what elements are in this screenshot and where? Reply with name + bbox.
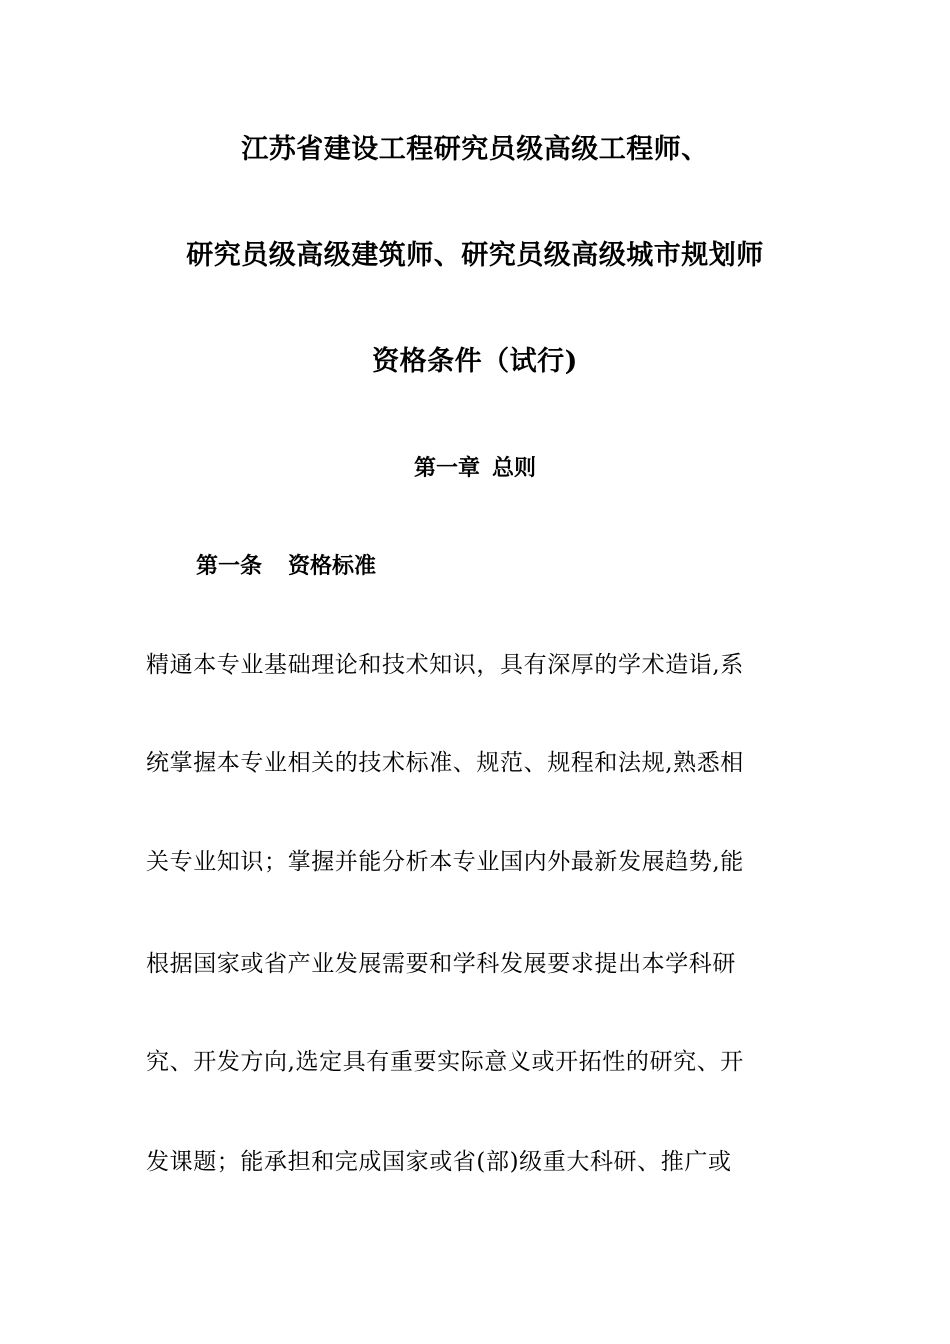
- body-text-line: 发课题；能承担和完成国家或省(部)级重大科研、推广或: [146, 1149, 732, 1175]
- document-title-line-3: 资格条件（试行): [372, 346, 578, 377]
- body-text-line: 精通本专业基础理论和技术知识，具有深厚的学术造诣,系: [146, 652, 744, 678]
- body-text-line: 根据国家或省产业发展需要和学科发展要求提出本学科研: [146, 951, 736, 977]
- chapter-number: 第一章: [413, 456, 480, 481]
- body-text-line: 究、开发方向,选定具有重要实际意义或开拓性的研究、开: [146, 1049, 744, 1075]
- body-text-line: 统掌握本专业相关的技术标准、规范、规程和法规,熟悉相: [146, 750, 744, 776]
- article-name: 资格标准: [288, 554, 377, 579]
- document-title-line-1: 江苏省建设工程研究员级高级工程师、: [241, 134, 709, 165]
- document-title-line-2: 研究员级高级建筑师、研究员级高级城市规划师: [186, 240, 764, 271]
- chapter-heading: [0, 454, 950, 484]
- article-number: 第一条: [196, 554, 263, 579]
- body-text-line: 关专业知识；掌握并能分析本专业国内外最新发展趋势,能: [146, 849, 744, 875]
- chapter-name: 总则: [492, 456, 537, 481]
- article-heading: [196, 552, 376, 582]
